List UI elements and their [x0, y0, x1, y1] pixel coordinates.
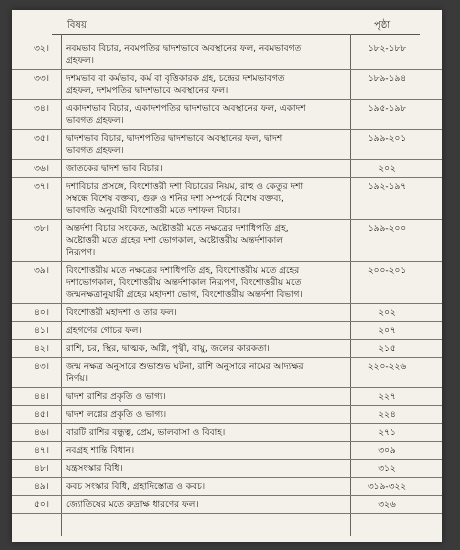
entry-page: ২২৭	[378, 392, 396, 402]
entry-subject	[66, 265, 348, 301]
entry-subject-line: ভাবগত গ্রহফল।	[66, 146, 124, 156]
entry-page: ৩০৯	[378, 446, 396, 456]
table-row	[12, 304, 442, 322]
contents-table	[12, 40, 442, 514]
entry-subject	[66, 391, 348, 403]
entry-page: ১৯৯-২০০	[367, 224, 407, 234]
entry-subject-line: অন্তর্দশা বিচার সংকেত, অষ্টোত্তরী মতে নক্ষত্রের দশাধিপতি গ্রহ,	[66, 224, 289, 234]
entry-page: ২২৪	[378, 410, 396, 420]
entry-number: ৩৯।	[34, 266, 49, 276]
entry-number: ৫০।	[34, 500, 49, 510]
entry-subject-line: নবমভাব বিচার, নবমপতির দ্বাদশভাবে অবস্থানের ফল, নবমভাবগত	[66, 44, 302, 54]
entry-number: ৩৮।	[34, 224, 49, 234]
entry-subject-line: বারটি রাশির বন্ধুত্ব, প্রেম, ভালবাসা ও বিবাহ।	[66, 428, 226, 438]
entry-subject-line: নবগ্রহ শান্তি বিধান।	[66, 446, 135, 456]
entry-subject-line: নিরূপণ।	[66, 248, 96, 258]
entry-subject	[66, 445, 348, 457]
entry-page: ২০২	[378, 164, 396, 174]
entry-subject-line: দ্বাদশ রাশির প্রকৃতি ও ভাগ্য।	[66, 392, 166, 402]
entry-number: ৪০।	[34, 308, 49, 318]
entry-subject	[66, 463, 348, 475]
entry-subject-line: দ্বাদশভাব বিচার, দ্বাদশপতির দ্বাদশভাবে অবস্থানের ফল, দ্বাদশ	[66, 134, 283, 144]
entry-page: ২২০-২২৬	[367, 362, 407, 372]
table-row	[12, 130, 442, 160]
entry-subject	[66, 103, 348, 127]
entry-number: ৪১।	[34, 326, 49, 336]
table-row	[12, 406, 442, 424]
entry-number: ৩৬।	[34, 164, 49, 174]
entry-subject-line: গ্রহগণের গোচর ফল।	[66, 326, 142, 336]
header-subject: বিষয়	[67, 20, 87, 31]
table-row	[12, 358, 442, 388]
table-row	[12, 160, 442, 178]
entry-subject	[66, 361, 348, 385]
entry-subject-line: জন্মনক্ষত্রানুযায়ী গ্রহের মহাদশা ভোগ, বিংশোত্তরীয় অন্তর্দশা বিভাগ।	[66, 290, 303, 300]
book-page	[12, 10, 442, 542]
table-row	[12, 460, 442, 478]
entry-subject-line: জাতকের দ্বাদশ ভাব বিচার।	[66, 164, 163, 174]
table-row	[12, 262, 442, 304]
entry-page: ১৯৯-২০১	[367, 134, 407, 144]
entry-subject	[66, 73, 348, 97]
entry-page: ২০২	[378, 308, 396, 318]
table-header	[12, 16, 442, 32]
entry-subject	[66, 307, 348, 319]
entry-subject-line: দ্বাদশ লগ্নের প্রকৃতি ও ভাগ্য।	[66, 410, 167, 420]
entry-subject-line: নির্ণয়।	[66, 374, 88, 384]
entry-page: ১৮৯-১৯৪	[367, 74, 407, 84]
entry-subject-line: দশমভাব বা কর্মভাব, কর্ম বা বৃত্তিকারক গ্রহ, চন্দ্রের দশমভাবগত	[66, 74, 285, 84]
entry-number: ৩২।	[34, 44, 49, 54]
header-page: পৃষ্ঠা	[374, 20, 391, 31]
entry-subject	[66, 343, 348, 355]
table-row	[12, 100, 442, 130]
entry-subject	[66, 163, 348, 175]
entry-subject-line: দশাভোগকাল, বিংশোত্তরীয় অন্তর্দশাকাল নিরূপণ, বিংশোত্তরীয় মতে	[66, 278, 302, 288]
entry-page: ২০৭	[378, 326, 396, 336]
table-row	[12, 40, 442, 70]
entry-number: ৩৫।	[34, 134, 49, 144]
header-rule	[52, 34, 420, 35]
table-row	[12, 178, 442, 220]
entry-subject-line: ভাবগতি অনুযায়ী বিংশোত্তরী মতে দশাফল বিচার।	[66, 206, 241, 216]
entry-subject-line: গ্রহফল।	[66, 56, 94, 66]
table-row	[12, 478, 442, 496]
entry-page: ১৯২-১৯৭	[367, 182, 407, 192]
entry-page: ২১৫	[378, 344, 396, 354]
entry-subject-line: গ্রহফল, দশমপতির দ্বাদশভাবে অবস্থানের ফল।	[66, 86, 229, 96]
table-row	[12, 442, 442, 460]
entry-page: ৩১২	[378, 464, 396, 474]
entry-subject	[66, 223, 348, 259]
entry-page: ২০০-২০১	[367, 266, 407, 276]
entry-subject	[66, 181, 348, 217]
table-row	[12, 424, 442, 442]
entry-subject-line: বিংশোত্তরী মহাদশা ও তার ফল।	[66, 308, 177, 318]
entry-subject-line: যন্ত্রসংস্কার বিধি।	[66, 464, 123, 474]
table-row	[12, 496, 442, 514]
table-row	[12, 70, 442, 100]
entry-subject	[66, 427, 348, 439]
entry-page: ৩১৯-৩২২	[367, 482, 407, 492]
entry-subject	[66, 133, 348, 157]
entry-page: ২৭১	[378, 428, 396, 438]
entry-subject-line: কবচ সংস্কার বিধি, গ্রহাদিস্তোত্র ও কবচ।	[66, 482, 206, 492]
entry-number: ৪২।	[34, 344, 49, 354]
entry-subject-line: জ্যোতিষের মতে রুদ্রাক্ষ ধারণের ফল।	[66, 500, 199, 510]
entry-subject	[66, 499, 348, 511]
entry-subject	[66, 481, 348, 493]
entry-number: ৪৯।	[34, 482, 49, 492]
entry-subject-line: অষ্টোত্তরী মতে গ্রহের দশা ভোগকাল, অষ্টোত্তরীয় অন্তর্দশাকাল	[66, 236, 283, 246]
entry-subject	[66, 409, 348, 421]
table-row	[12, 322, 442, 340]
entry-number: ৪৬।	[34, 428, 49, 438]
entry-number: ৪৫।	[34, 410, 49, 420]
entry-page: ১৮২-১৮৮	[367, 44, 407, 54]
entry-subject-line: জন্ম নক্ষত্র অনুসারে শুভাশুভ ঘটনা, রাশি অনুসারে নামের আদ্যক্ষর	[66, 362, 304, 372]
entry-number: ৪৭।	[34, 446, 49, 456]
entry-number: ৩৭।	[34, 182, 49, 192]
entry-subject-line: রাশি, চর, স্থির, দ্বাত্মক, অগ্নি, পৃথ্বী, বায়ু, জলের কারকতা।	[66, 344, 270, 354]
entry-page: ৩২৬	[378, 500, 396, 510]
entry-subject-line: সম্বন্ধে বিশেষ বক্তব্য, গুরু ও শনির দশা সম্পর্কে বিশেষ বক্তব্য,	[66, 194, 284, 204]
entry-number: ৪৪।	[34, 392, 49, 402]
entry-subject-line: একাদশভাব বিচার, একাদশপতির দ্বাদশভাবে অবস্থানের ফল, একাদশ	[66, 104, 306, 114]
entry-subject-line: দশাবিচার প্রসঙ্গে, বিংশোত্তরী দশা বিচারের নিয়ম, রাহু ও কেতুর দশা	[66, 182, 304, 192]
entry-page: ১৯৫-১৯৮	[367, 104, 407, 114]
entry-subject	[66, 325, 348, 337]
entry-number: ৪৩।	[34, 362, 49, 372]
entry-number: ৩৪।	[34, 104, 49, 114]
table-row	[12, 220, 442, 262]
entry-number: ৩৩।	[34, 74, 49, 84]
entry-number: ৪৮।	[34, 464, 49, 474]
table-row	[12, 340, 442, 358]
entry-subject-line: ভাবগত গ্রহফল।	[66, 116, 124, 126]
entry-subject	[66, 43, 348, 67]
table-row	[12, 388, 442, 406]
entry-subject-line: বিংশোত্তরীয় মতে নক্ষত্রের দশাধিপতি গ্রহ, বিংশোত্তরীয় মতে গ্রহের	[66, 266, 300, 276]
